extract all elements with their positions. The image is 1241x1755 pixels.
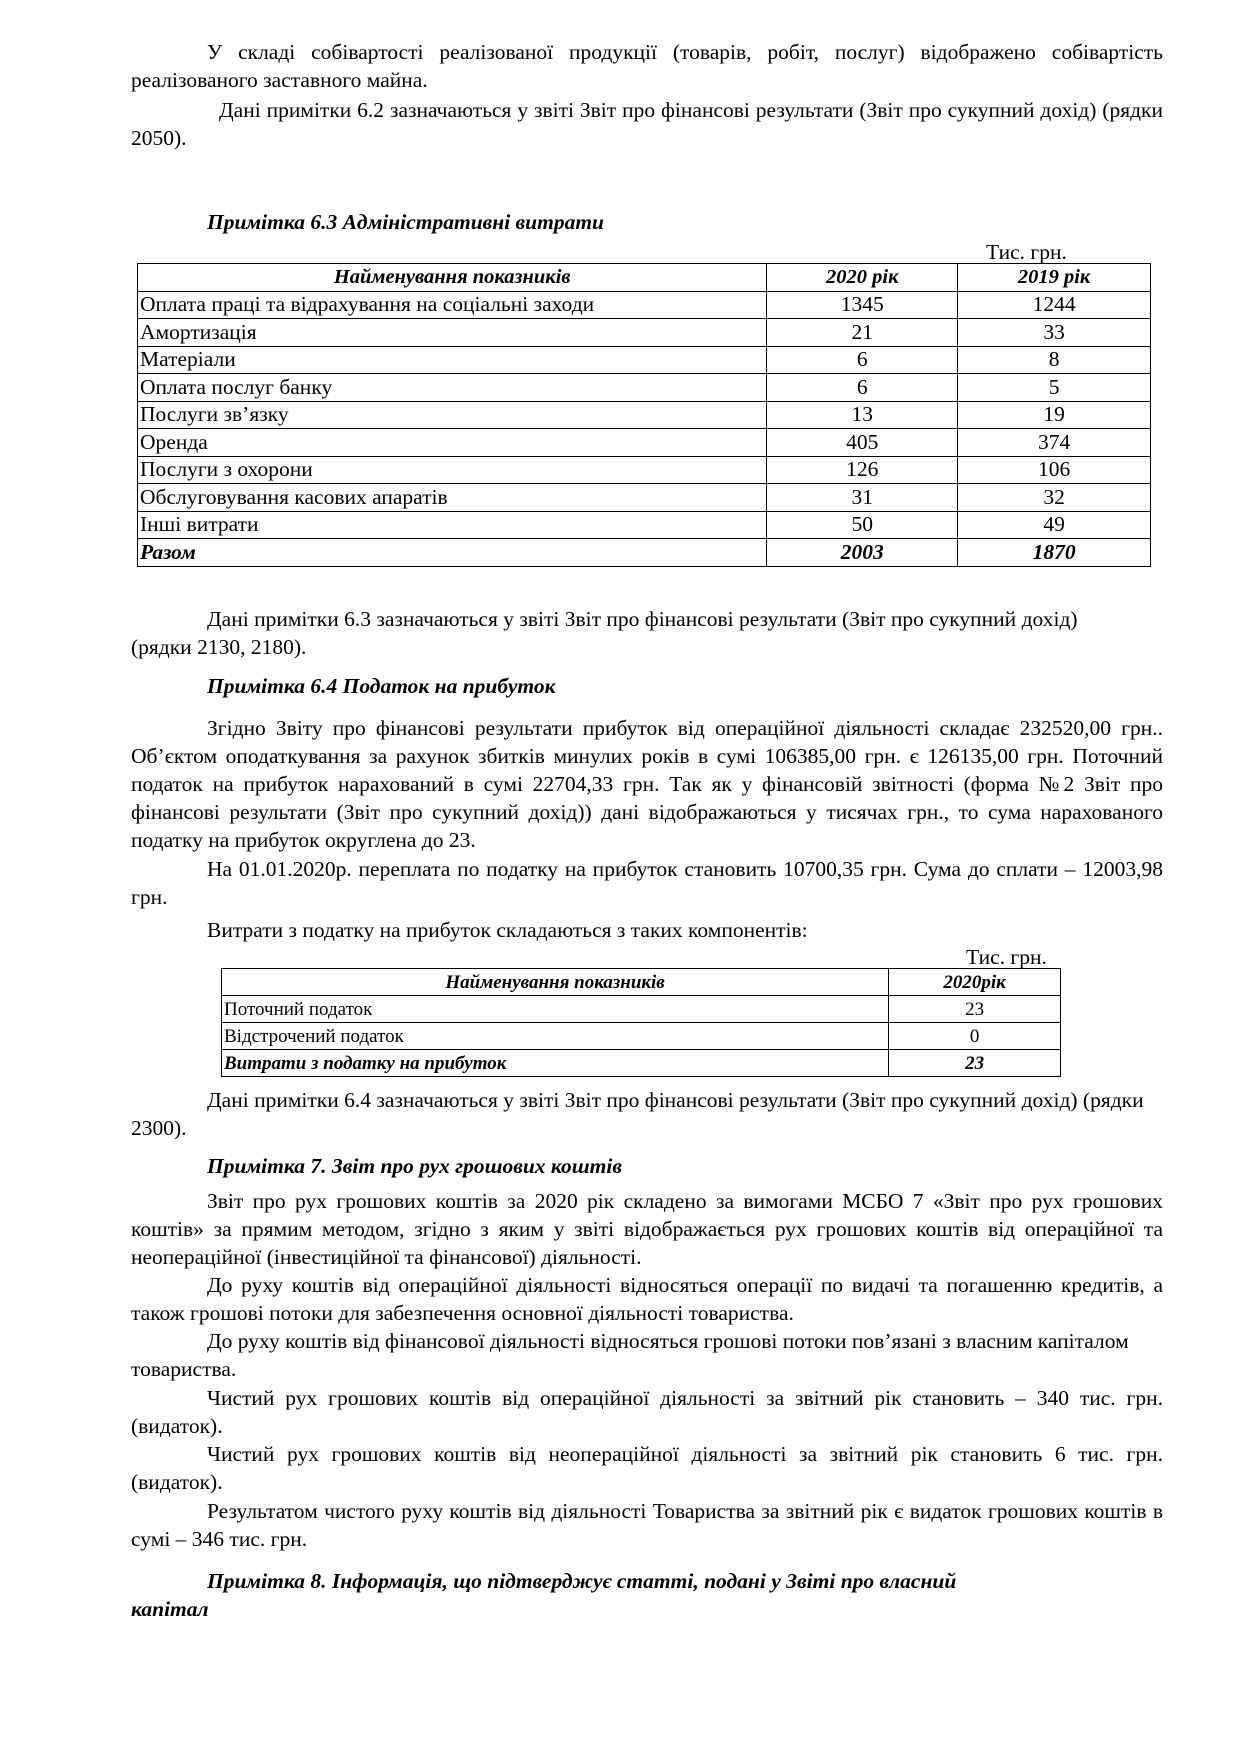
paragraph: Чистий рух грошових коштів від операційної діяльності за звітний рік становить – 340 тис. грн. (видаток). — [131, 1386, 1163, 1438]
table-row — [138, 374, 1151, 402]
paragraph: Дані примітки 6.3 зазначаються у звіті Звіт про фінансові результати (Звіт про сукупний дохід) (рядки 2130, 2180). — [131, 607, 1078, 659]
value-2020: 50 — [767, 511, 958, 539]
value-2020: 405 — [767, 429, 958, 457]
table-total-row — [138, 539, 1151, 567]
table-row — [222, 1023, 1061, 1050]
table-row — [138, 291, 1151, 319]
table-row — [138, 456, 1151, 484]
paragraph: Дані примітки 6.4 зазначаються у звіті Звіт про фінансові результати (Звіт про сукупний дохід) (рядки 2300). — [131, 1088, 1144, 1140]
unit-label: Тис. грн. — [986, 240, 1067, 264]
total-label: Разом — [138, 539, 767, 567]
paragraph: У складі собівартості реалізованої продукції (товарів, робіт, послуг) відображено собівартість реалізованого заставного майна. — [131, 40, 1163, 92]
row-label: Матеріали — [138, 346, 767, 374]
column-header: Найменування показників — [222, 969, 889, 996]
section-heading: Примітка 6.4 Податок на прибуток — [207, 674, 556, 698]
value-2019: 106 — [958, 456, 1151, 484]
table-row — [138, 346, 1151, 374]
paragraph: Результатом чистого руху коштів від діяльності Товариства за звітний рік є видаток грошових коштів в сумі – 346 тис. грн. — [131, 1499, 1163, 1551]
row-label: Відстрочений податок — [222, 1023, 889, 1050]
value-2019: 1244 — [958, 291, 1151, 319]
table-header-row — [222, 969, 1061, 996]
value-2020: 1345 — [767, 291, 958, 319]
value-2019: 33 — [958, 319, 1151, 347]
row-label: Амортизація — [138, 319, 767, 347]
table-row — [138, 511, 1151, 539]
value-2020: 6 — [767, 374, 958, 402]
value-2020: 0 — [889, 1023, 1061, 1050]
section-heading: Примітка 7. Звіт про рух грошових коштів — [207, 1154, 622, 1178]
total-2020: 2003 — [767, 539, 958, 567]
section-heading: Примітка 8. Інформація, що підтверджує статті, подані у Звіті про власний — [207, 1569, 957, 1593]
paragraph: Чистий рух грошових коштів від неопераційної діяльності за звітний рік становить 6 тис. грн. (видаток). — [131, 1442, 1163, 1494]
value-2019: 374 — [958, 429, 1151, 457]
total-2020: 23 — [889, 1050, 1061, 1077]
table-row — [138, 429, 1151, 457]
paragraph: До руху коштів від фінансової діяльності відносяться грошові потоки пов’язані з власним капіталом товариства. — [131, 1329, 1129, 1381]
value-2020: 23 — [889, 996, 1061, 1023]
paragraph: Витрати з податку на прибуток складаються з таких компонентів: — [207, 918, 808, 942]
paragraph: Дані примітки 6.2 зазначаються у звіті Звіт про фінансові результати (Звіт про сукупний дохід) (рядки 2050). — [131, 98, 1163, 150]
paragraph: На 01.01.2020р. переплата по податку на прибуток становить 10700,35 грн. Сума до сплати – 12003,98 грн. — [131, 857, 1163, 909]
value-2019: 5 — [958, 374, 1151, 402]
column-header: 2019 рік — [958, 264, 1151, 292]
column-header: 2020 рік — [767, 264, 958, 292]
value-2020: 13 — [767, 401, 958, 429]
value-2020: 21 — [767, 319, 958, 347]
unit-label: Тис. грн. — [966, 945, 1047, 969]
table-header-row — [138, 264, 1151, 292]
row-label: Обслуговування касових апаратів — [138, 484, 767, 512]
value-2019: 8 — [958, 346, 1151, 374]
value-2020: 6 — [767, 346, 958, 374]
admin-expenses-table — [137, 263, 1151, 567]
row-label: Оплата праці та відрахування на соціальні заходи — [138, 291, 767, 319]
row-label: Послуги з охорони — [138, 456, 767, 484]
table-total-row — [222, 1050, 1061, 1077]
paragraph: Звіт про рух грошових коштів за 2020 рік складено за вимогами МСБО 7 «Звіт про рух грошових коштів» за прямим методом, згідно з яким у звіті відображається рух грошових коштів від операційної та неопераційної (інвестиційної та фінансової) діяльності. — [131, 1189, 1163, 1269]
table-row — [138, 319, 1151, 347]
table-row — [222, 996, 1061, 1023]
total-label: Витрати з податку на прибуток — [222, 1050, 889, 1077]
row-label: Поточний податок — [222, 996, 889, 1023]
value-2019: 19 — [958, 401, 1151, 429]
total-2019: 1870 — [958, 539, 1151, 567]
column-header: Найменування показників — [138, 264, 767, 292]
row-label: Оплата послуг банку — [138, 374, 767, 402]
income-tax-table — [221, 968, 1061, 1077]
column-header: 2020рік — [889, 969, 1061, 996]
table-row — [138, 401, 1151, 429]
table-row — [138, 484, 1151, 512]
section-heading: Примітка 6.3 Адміністративні витрати — [207, 210, 605, 234]
value-2020: 31 — [767, 484, 958, 512]
value-2019: 32 — [958, 484, 1151, 512]
paragraph: До руху коштів від операційної діяльності відносяться операції по видачі та погашенню кредитів, а також грошові потоки для забезпечення основної діяльності товариства. — [131, 1273, 1163, 1325]
value-2020: 126 — [767, 456, 958, 484]
paragraph: Згідно Звіту про фінансові результати прибуток від операційної діяльності складає 232520,00 грн.. Об’єктом оподаткування за рахунок збитків минулих років в сумі 106385,00 грн. є 126135,00 грн. Поточний податок на прибуток нарахований в сумі 22704,33 грн. Так як у фінансовій звітності (форма №2 Звіт про фінансові результати (Звіт про сукупний дохід)) дані відображаються у тисячах грн., то сума нарахованого податку на прибуток округлена до 23. — [131, 716, 1163, 852]
row-label: Послуги зв’язку — [138, 401, 767, 429]
section-heading-continued: капітал — [131, 1597, 209, 1621]
row-label: Оренда — [138, 429, 767, 457]
row-label: Інші витрати — [138, 511, 767, 539]
value-2019: 49 — [958, 511, 1151, 539]
